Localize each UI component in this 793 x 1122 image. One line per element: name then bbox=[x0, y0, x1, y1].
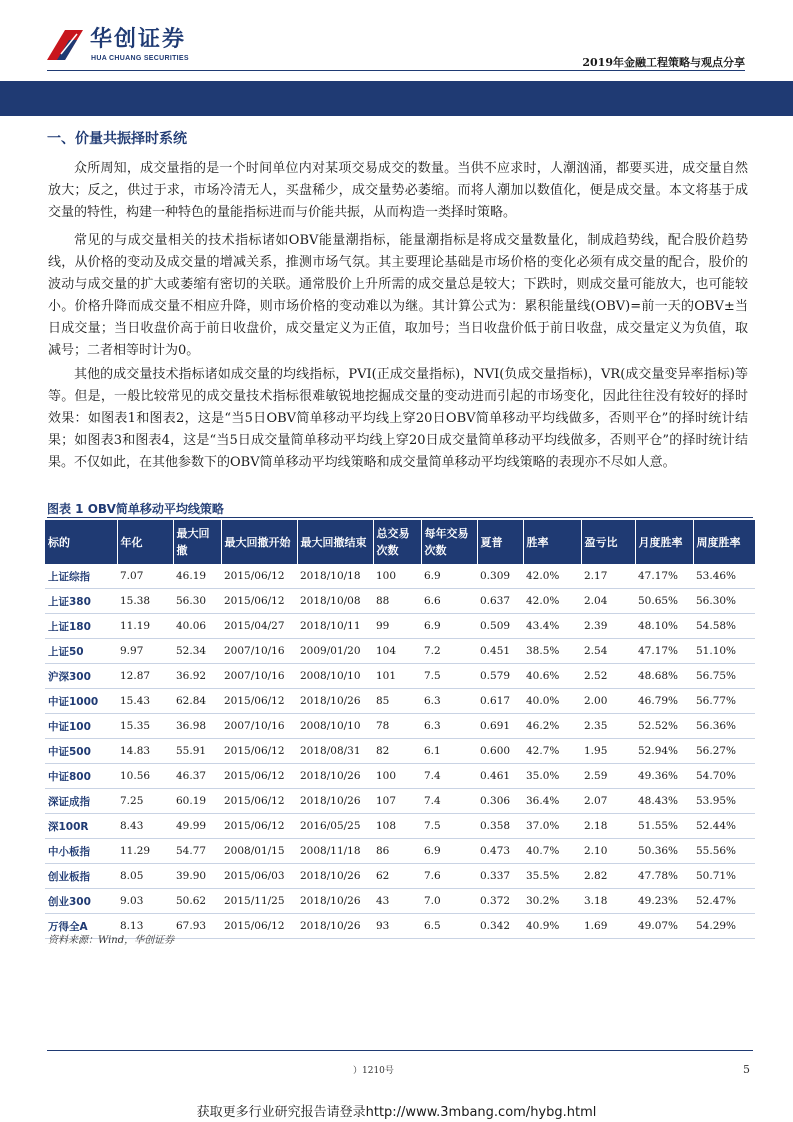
table-cell: 7.5 bbox=[421, 664, 477, 689]
table-cell: 2.39 bbox=[581, 614, 635, 639]
table-cell: 46.2% bbox=[523, 714, 581, 739]
table-cell: 56.30% bbox=[693, 589, 755, 614]
table-cell: 6.9 bbox=[421, 839, 477, 864]
table-cell: 2.35 bbox=[581, 714, 635, 739]
table-cell: 8.13 bbox=[117, 914, 173, 939]
table-cell: 100 bbox=[373, 764, 421, 789]
header-divider bbox=[47, 70, 745, 71]
table-cell: 88 bbox=[373, 589, 421, 614]
promo-banner: 获取更多行业研究报告请登录http://www.3mbang.com/hybg.html bbox=[196, 1105, 597, 1120]
logo-text: 华创证券 bbox=[90, 27, 187, 52]
footer-divider bbox=[47, 1050, 753, 1051]
table-cell: 52.34 bbox=[173, 639, 221, 664]
table-cell: 67.93 bbox=[173, 914, 221, 939]
table-cell: 2018/10/26 bbox=[297, 864, 373, 889]
table-cell: 40.6% bbox=[523, 664, 581, 689]
table-cell: 104 bbox=[373, 639, 421, 664]
logo-subtext: HUA CHUANG SECURITIES bbox=[91, 55, 189, 62]
table-cell: 85 bbox=[373, 689, 421, 714]
index-name-cell: 中证500 bbox=[45, 739, 117, 764]
table-cell: 54.58% bbox=[693, 614, 755, 639]
table-row bbox=[45, 889, 755, 914]
table-cell: 2015/06/12 bbox=[221, 789, 297, 814]
table-cell: 48.43% bbox=[635, 789, 693, 814]
table-body bbox=[45, 564, 755, 939]
table-cell: 0.342 bbox=[477, 914, 523, 939]
table-cell: 0.358 bbox=[477, 814, 523, 839]
table-row bbox=[45, 814, 755, 839]
table-cell: 2018/10/11 bbox=[297, 614, 373, 639]
table-cell: 2015/04/27 bbox=[221, 614, 297, 639]
paragraph-1: 众所周知，成交量指的是一个时间单位内对某项交易成交的数量。当供不应求时，人潮汹涌，都要买进，成交量自然放大；反之，供过于求，市场冷清无人，买盘稀少，成交量势必萎缩。而将人潮加以数值化，便是成交量。本文将基于成交量的特性，构建一种特色的量能指标进而与价能共振，从而构造一类择时策略。 bbox=[48, 161, 748, 220]
table-cell: 56.75% bbox=[693, 664, 755, 689]
table-cell: 14.83 bbox=[117, 739, 173, 764]
column-header: 周度胜率 bbox=[693, 520, 755, 564]
table-row bbox=[45, 564, 755, 589]
table-cell: 2015/11/25 bbox=[221, 889, 297, 914]
column-header: 最大回撤 bbox=[173, 520, 221, 564]
table-cell: 53.46% bbox=[693, 564, 755, 589]
table-cell: 7.0 bbox=[421, 889, 477, 914]
index-name-cell: 深证成指 bbox=[45, 789, 117, 814]
table-cell: 7.2 bbox=[421, 639, 477, 664]
table-cell: 46.79% bbox=[635, 689, 693, 714]
table-cell: 55.56% bbox=[693, 839, 755, 864]
table-cell: 43.4% bbox=[523, 614, 581, 639]
table-cell: 0.451 bbox=[477, 639, 523, 664]
index-name-cell: 深100R bbox=[45, 814, 117, 839]
table-cell: 60.19 bbox=[173, 789, 221, 814]
table-cell: 54.29% bbox=[693, 914, 755, 939]
table-cell: 2.82 bbox=[581, 864, 635, 889]
table-cell: 2.52 bbox=[581, 664, 635, 689]
table-cell: 2008/10/10 bbox=[297, 714, 373, 739]
table-cell: 7.6 bbox=[421, 864, 477, 889]
table-cell: 2.18 bbox=[581, 814, 635, 839]
table-cell: 3.18 bbox=[581, 889, 635, 914]
table-cell: 107 bbox=[373, 789, 421, 814]
table-row bbox=[45, 739, 755, 764]
table-cell: 2018/10/26 bbox=[297, 789, 373, 814]
table-cell: 35.0% bbox=[523, 764, 581, 789]
table-cell: 56.36% bbox=[693, 714, 755, 739]
table-cell: 101 bbox=[373, 664, 421, 689]
column-header: 标的 bbox=[45, 520, 117, 564]
index-name-cell: 上证380 bbox=[45, 589, 117, 614]
table-cell: 52.47% bbox=[693, 889, 755, 914]
table-cell: 30.2% bbox=[523, 889, 581, 914]
paragraph-3: 其他的成交量技术指标诸如成交量的均线指标，PVI(正成交量指标)，NVI(负成交量指标)，VR(成交量变异率指标)等等。但是，一般比较常见的成交量技术指标很难敏锐地挖掘成交量的变动进而引起的市场变化，因此往往没有较好的择时效果：如图表1和图表2，这是“当5日OBV简单移动平均线上穿20日OBV简单移动平均线做多，否则平仓”的择时统计结果；如图表3和图表4，这是“当5日成交量简单移动平均线上穿20日成交量简单移动平均线做多，否则平仓”的择时统计结果。不仅如此，在其他参数下的OBV简单移动平均线策略和成交量简单移动平均线策略的表现亦不尽如人意。 bbox=[48, 367, 748, 470]
table-row bbox=[45, 789, 755, 814]
table-row bbox=[45, 714, 755, 739]
table-cell: 56.27% bbox=[693, 739, 755, 764]
table-cell: 82 bbox=[373, 739, 421, 764]
table-cell: 8.43 bbox=[117, 814, 173, 839]
table-cell: 6.1 bbox=[421, 739, 477, 764]
table-cell: 2015/06/12 bbox=[221, 764, 297, 789]
index-name-cell: 沪深300 bbox=[45, 664, 117, 689]
table-cell: 2018/10/18 bbox=[297, 564, 373, 589]
footer-code: ）1210号 bbox=[353, 1066, 394, 1076]
table-cell: 0.579 bbox=[477, 664, 523, 689]
table-cell: 47.17% bbox=[635, 564, 693, 589]
table-row bbox=[45, 664, 755, 689]
figure-title: 图表 1 OBV简单移动平均线策略 bbox=[47, 502, 224, 516]
table-cell: 49.99 bbox=[173, 814, 221, 839]
table-cell: 7.25 bbox=[117, 789, 173, 814]
strategy-table bbox=[45, 520, 755, 939]
table-cell: 7.5 bbox=[421, 814, 477, 839]
column-header: 每年交易次数 bbox=[421, 520, 477, 564]
table-cell: 52.94% bbox=[635, 739, 693, 764]
index-name-cell: 创业300 bbox=[45, 889, 117, 914]
table-row bbox=[45, 689, 755, 714]
table-cell: 2.07 bbox=[581, 789, 635, 814]
table-cell: 2018/10/26 bbox=[297, 764, 373, 789]
table-cell: 11.29 bbox=[117, 839, 173, 864]
table-cell: 12.87 bbox=[117, 664, 173, 689]
table-cell: 50.65% bbox=[635, 589, 693, 614]
table-cell: 99 bbox=[373, 614, 421, 639]
table-cell: 2007/10/16 bbox=[221, 714, 297, 739]
table-cell: 108 bbox=[373, 814, 421, 839]
table-cell: 6.9 bbox=[421, 614, 477, 639]
table-cell: 0.600 bbox=[477, 739, 523, 764]
table-cell: 15.35 bbox=[117, 714, 173, 739]
table-cell: 2018/08/31 bbox=[297, 739, 373, 764]
table-row bbox=[45, 839, 755, 864]
table-cell: 2007/10/16 bbox=[221, 639, 297, 664]
table-cell: 0.337 bbox=[477, 864, 523, 889]
index-name-cell: 中小板指 bbox=[45, 839, 117, 864]
table-cell: 8.05 bbox=[117, 864, 173, 889]
table-cell: 86 bbox=[373, 839, 421, 864]
table-cell: 40.7% bbox=[523, 839, 581, 864]
index-name-cell: 中证1000 bbox=[45, 689, 117, 714]
table-row bbox=[45, 764, 755, 789]
table-cell: 0.473 bbox=[477, 839, 523, 864]
table-cell: 0.309 bbox=[477, 564, 523, 589]
table-cell: 0.637 bbox=[477, 589, 523, 614]
header-band bbox=[0, 81, 793, 116]
table-cell: 40.06 bbox=[173, 614, 221, 639]
table-cell: 2015/06/03 bbox=[221, 864, 297, 889]
table-cell: 49.07% bbox=[635, 914, 693, 939]
table-cell: 1.69 bbox=[581, 914, 635, 939]
table-cell: 42.0% bbox=[523, 564, 581, 589]
table-cell: 49.23% bbox=[635, 889, 693, 914]
table-cell: 53.95% bbox=[693, 789, 755, 814]
table-cell: 49.36% bbox=[635, 764, 693, 789]
index-name-cell: 上证180 bbox=[45, 614, 117, 639]
section-heading: 一、价量共振择时系统 bbox=[47, 131, 187, 147]
table-cell: 0.691 bbox=[477, 714, 523, 739]
table-cell: 10.56 bbox=[117, 764, 173, 789]
table-cell: 47.17% bbox=[635, 639, 693, 664]
table-cell: 52.52% bbox=[635, 714, 693, 739]
table-cell: 2018/10/26 bbox=[297, 914, 373, 939]
index-name-cell: 中证800 bbox=[45, 764, 117, 789]
table-cell: 7.4 bbox=[421, 789, 477, 814]
table-cell: 40.0% bbox=[523, 689, 581, 714]
table-cell: 2.54 bbox=[581, 639, 635, 664]
table-cell: 0.372 bbox=[477, 889, 523, 914]
index-name-cell: 上证综指 bbox=[45, 564, 117, 589]
column-header: 年化 bbox=[117, 520, 173, 564]
table-cell: 2015/06/12 bbox=[221, 564, 297, 589]
table-cell: 40.9% bbox=[523, 914, 581, 939]
column-header: 夏普 bbox=[477, 520, 523, 564]
column-header: 月度胜率 bbox=[635, 520, 693, 564]
table-cell: 9.03 bbox=[117, 889, 173, 914]
table-cell: 2018/10/26 bbox=[297, 889, 373, 914]
table-cell: 2008/01/15 bbox=[221, 839, 297, 864]
page-header bbox=[0, 0, 793, 78]
table-cell: 15.38 bbox=[117, 589, 173, 614]
table-cell: 50.71% bbox=[693, 864, 755, 889]
table-row bbox=[45, 589, 755, 614]
table-cell: 0.306 bbox=[477, 789, 523, 814]
table-row bbox=[45, 864, 755, 889]
table-cell: 7.4 bbox=[421, 764, 477, 789]
paragraph-2: 常见的与成交量相关的技术指标诸如OBV能量潮指标，能量潮指标是将成交量数量化，制成趋势线，配合股价趋势线，从价格的变动及成交量的增减关系，推测市场气氛。其主要理论基础是市场价格的变化必须有成交量的配合，股价的波动与成交量的扩大或萎缩有密切的关联。通常股价上升所需的成交量总是较大；下跌时，则成交量可能放大，也可能较小。价格升降而成交量不相应升降，则市场价格的变动难以为继。其计算公式为：累积能量线(OBV)=前一天的OBV±当日成交量；当日收盘价高于前日收盘价，成交量定义为正值，取加号；当日收盘价低于前日收盘，成交量定义为负值，取减号；二者相等时计为0。 bbox=[48, 233, 748, 358]
table-row bbox=[45, 614, 755, 639]
table-cell: 0.617 bbox=[477, 689, 523, 714]
table-cell: 6.3 bbox=[421, 714, 477, 739]
table-cell: 2015/06/12 bbox=[221, 739, 297, 764]
table-cell: 46.37 bbox=[173, 764, 221, 789]
table-cell: 9.97 bbox=[117, 639, 173, 664]
table-cell: 6.5 bbox=[421, 914, 477, 939]
table-cell: 2015/06/12 bbox=[221, 689, 297, 714]
table-header-row bbox=[45, 520, 755, 564]
table-cell: 46.19 bbox=[173, 564, 221, 589]
table-cell: 39.90 bbox=[173, 864, 221, 889]
table-cell: 51.10% bbox=[693, 639, 755, 664]
table-cell: 47.78% bbox=[635, 864, 693, 889]
table-cell: 1.95 bbox=[581, 739, 635, 764]
table-cell: 50.62 bbox=[173, 889, 221, 914]
table-cell: 2.10 bbox=[581, 839, 635, 864]
table-cell: 78 bbox=[373, 714, 421, 739]
column-header: 盈亏比 bbox=[581, 520, 635, 564]
table-cell: 2.04 bbox=[581, 589, 635, 614]
table-cell: 56.30 bbox=[173, 589, 221, 614]
table-cell: 2015/06/12 bbox=[221, 814, 297, 839]
table-cell: 6.3 bbox=[421, 689, 477, 714]
table-cell: 93 bbox=[373, 914, 421, 939]
table-cell: 52.44% bbox=[693, 814, 755, 839]
data-source-note: 资料来源：Wind，华创证券 bbox=[48, 935, 175, 946]
table-cell: 36.4% bbox=[523, 789, 581, 814]
table-cell: 2008/10/10 bbox=[297, 664, 373, 689]
table-cell: 36.92 bbox=[173, 664, 221, 689]
table-cell: 54.77 bbox=[173, 839, 221, 864]
table-cell: 51.55% bbox=[635, 814, 693, 839]
table-cell: 2.59 bbox=[581, 764, 635, 789]
table-cell: 2009/01/20 bbox=[297, 639, 373, 664]
index-name-cell: 创业板指 bbox=[45, 864, 117, 889]
table-cell: 62.84 bbox=[173, 689, 221, 714]
table-cell: 2015/06/12 bbox=[221, 914, 297, 939]
table-cell: 35.5% bbox=[523, 864, 581, 889]
index-name-cell: 万得全A bbox=[45, 914, 117, 939]
table-cell: 100 bbox=[373, 564, 421, 589]
table-cell: 42.0% bbox=[523, 589, 581, 614]
table-cell: 48.10% bbox=[635, 614, 693, 639]
index-name-cell: 上证50 bbox=[45, 639, 117, 664]
table-cell: 56.77% bbox=[693, 689, 755, 714]
table-cell: 0.509 bbox=[477, 614, 523, 639]
column-header: 总交易次数 bbox=[373, 520, 421, 564]
table-cell: 2008/11/18 bbox=[297, 839, 373, 864]
figure-divider bbox=[47, 517, 753, 518]
table-cell: 2016/05/25 bbox=[297, 814, 373, 839]
table-cell: 42.7% bbox=[523, 739, 581, 764]
table-cell: 48.68% bbox=[635, 664, 693, 689]
table-cell: 50.36% bbox=[635, 839, 693, 864]
column-header: 胜率 bbox=[523, 520, 581, 564]
table-cell: 6.9 bbox=[421, 564, 477, 589]
table-cell: 15.43 bbox=[117, 689, 173, 714]
table-cell: 62 bbox=[373, 864, 421, 889]
column-header: 最大回撤开始 bbox=[221, 520, 297, 564]
table-cell: 55.91 bbox=[173, 739, 221, 764]
page-number: 5 bbox=[743, 1063, 750, 1076]
table-cell: 2.17 bbox=[581, 564, 635, 589]
table-cell: 43 bbox=[373, 889, 421, 914]
table-cell: 38.5% bbox=[523, 639, 581, 664]
table-cell: 54.70% bbox=[693, 764, 755, 789]
company-logo-icon bbox=[47, 30, 83, 60]
index-name-cell: 中证100 bbox=[45, 714, 117, 739]
table-cell: 0.461 bbox=[477, 764, 523, 789]
column-header: 最大回撤结束 bbox=[297, 520, 373, 564]
table-cell: 2007/10/16 bbox=[221, 664, 297, 689]
table-cell: 11.19 bbox=[117, 614, 173, 639]
table-cell: 2018/10/08 bbox=[297, 589, 373, 614]
table-row bbox=[45, 639, 755, 664]
table-cell: 7.07 bbox=[117, 564, 173, 589]
table-cell: 2018/10/26 bbox=[297, 689, 373, 714]
table-cell: 37.0% bbox=[523, 814, 581, 839]
report-title: 2019年金融工程策略与观点分享 bbox=[582, 56, 745, 69]
table-cell: 36.98 bbox=[173, 714, 221, 739]
table-cell: 6.6 bbox=[421, 589, 477, 614]
table-cell: 2015/06/12 bbox=[221, 589, 297, 614]
table-cell: 2.00 bbox=[581, 689, 635, 714]
